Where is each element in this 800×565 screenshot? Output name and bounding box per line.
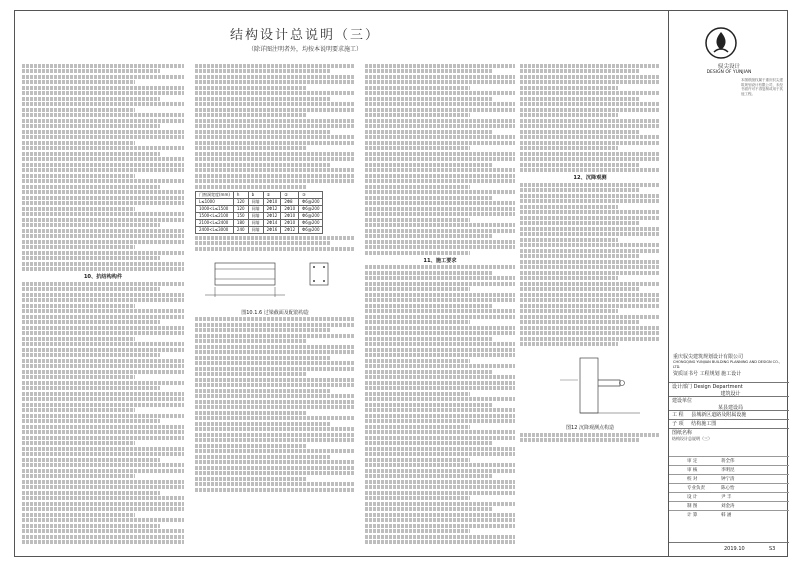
table-row [196,219,323,226]
certificate: 资质证书号 工程规划 施工设计 [673,371,742,377]
figure-caption: 图10.1.6 过梁截面及配筋构造 [241,309,309,316]
sheet-number: S3 [769,546,776,552]
company-name: 重庆驭尖建筑规划设计有限公司 [673,354,744,360]
table-cell: 180 [233,219,248,226]
field-value: 结构施工图 [691,421,717,427]
signature-role: 审 定 [687,459,698,464]
table-cell: 2Φ10 [281,212,299,219]
table-cell: L≤1000 [196,198,234,205]
document-subtitle: （除详图注明者外，均按本说明要求施工） [247,46,362,53]
table-cell: 120 [233,198,248,205]
project-row [669,410,789,419]
field-value: 某县建设局 [717,405,743,411]
section-heading: 11、施工要求 [423,257,457,264]
brand-name: 驭尖设计 [717,64,740,70]
design-dept-row [669,382,789,396]
company-block [673,354,785,377]
lintel-table [195,191,323,234]
signature-row [669,492,789,501]
table-cell: 240 [233,226,248,233]
client-row [669,396,789,410]
footer-row [669,542,789,556]
field-label: 设计部门 Design Department [672,384,743,390]
table-header: ③ [299,191,323,198]
field-label: 图纸名称 [672,430,693,436]
table-header: h [233,191,248,198]
lintel-diagram [195,255,355,305]
table-cell: 2Φ12 [263,212,281,219]
settlement-point-figure [520,350,660,420]
signature-row [669,483,789,492]
table-cell: 150 [233,212,248,219]
table-cell: 1500<L≤2100 [196,212,234,219]
table-cell: 1000<L≤1500 [196,205,234,212]
drawing-date: 2019.10 [724,546,745,552]
table-cell: 同墙 [248,226,263,233]
table-cell: Φ6@200 [299,219,323,226]
table-header: b [248,191,263,198]
signature-name: 尹 丰 [721,495,732,500]
table-cell: 同墙 [248,198,263,205]
signature-row [669,510,789,519]
field-value: 建筑设计 [720,391,741,397]
signature-row [669,465,789,474]
field-value: 县城新区道路及附属设施 [691,412,747,418]
signature-name: 韩 涵 [721,513,732,518]
table-cell: Φ6@200 [299,198,323,205]
table-row [196,205,323,212]
document-title: 结构设计总说明（三） [229,28,380,43]
table-cell: 2Φ16 [263,226,281,233]
signature-role: 专业负责 [687,486,705,491]
table-cell: 2Φ10 [281,205,299,212]
signature-role: 制 图 [687,504,698,509]
title-block [668,10,788,557]
signature-name: 陈心怡 [721,486,735,491]
section-heading: 10、抗结构构件 [83,274,123,280]
table-cell: 2400<L≤3000 [196,226,234,233]
copyright-note: 本图纸版权属于重庆驭尖建筑规划设计有限公司，未经书面许可不得复制或用于其他工程。 [741,78,783,96]
signature-role: 设 计 [687,495,698,500]
table-cell: 同墙 [248,212,263,219]
table-row [196,226,323,233]
table-cell: 同墙 [248,219,263,226]
company-name-en: CHONGQING YUNJIAN BUILDING PLANNING AND DESIGN CO., LTD. [673,360,780,369]
field-value: 结构设计总说明（三） [672,436,712,441]
field-label: 子 项 [672,421,684,427]
signature-name: 蒋全伟 [721,459,735,464]
field-label: 建设单位 [672,398,693,404]
notes-column-3 [365,62,515,544]
signature-row [669,474,789,483]
table-cell: 2100<L≤2400 [196,219,234,226]
table-header: ① [263,191,281,198]
table-header: ② [281,191,299,198]
signature-role: 校 对 [687,477,698,482]
brand-name-en: DESIGN OF YUNJIAN [706,70,752,75]
signature-row [669,501,789,510]
table-cell: 120 [233,205,248,212]
table-cell: 2Φ12 [281,226,299,233]
notes-column-4 [520,62,660,544]
settlement-diagram [520,350,660,420]
field-label: 工 程 [672,412,684,418]
drawing-name-row [669,428,789,444]
section-heading: 12、沉降观测 [573,175,607,181]
lintel-section-figure [195,255,355,305]
table-row [196,198,323,205]
table-cell: 2Φ8 [281,198,299,205]
table-cell: 2Φ12 [263,205,281,212]
signature-row [669,456,789,465]
table-row [196,212,323,219]
company-logo-icon [704,26,738,60]
item-row [669,419,789,428]
table-cell: 2Φ10 [281,219,299,226]
table-cell: 同墙 [248,205,263,212]
table-cell: 2Φ14 [263,219,281,226]
table-cell: Φ6@200 [299,226,323,233]
notes-column-1 [22,62,184,544]
notes-column-2 [195,62,355,544]
signature-name: 钟宁清 [721,477,735,482]
table-header: 门窗洞宽度(mm) [196,191,234,198]
signature-name: 李明昆 [721,468,735,473]
signature-role: 审 核 [687,468,698,473]
table-cell: Φ6@200 [299,205,323,212]
table-cell: Φ6@200 [299,212,323,219]
signature-name: 刘金涛 [721,504,735,509]
table-cell: 2Φ10 [263,198,281,205]
signature-role: 计 算 [687,513,698,518]
figure-caption: 图12 沉降观测点构造 [566,425,614,431]
